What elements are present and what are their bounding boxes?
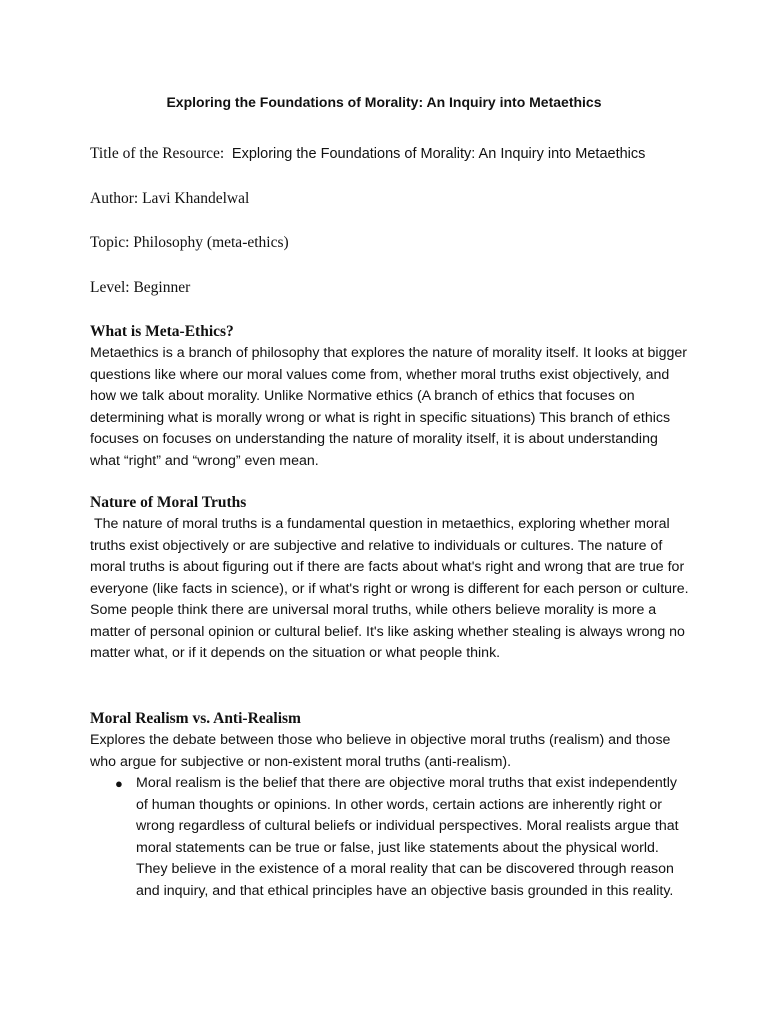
topic-value: Philosophy (meta-ethics) <box>133 234 289 251</box>
level-line <box>90 278 190 298</box>
document-title: Exploring the Foundations of Morality: An Inquiry into Metaethics <box>166 94 602 110</box>
level-value: Beginner <box>133 279 191 296</box>
topic-label: Topic: <box>90 234 130 251</box>
list-item <box>90 773 690 902</box>
section-paragraph: The nature of moral truths is a fundamental question in metaethics, exploring whether moral truths exist objectively or are subjective and relative to individuals or cultures. The nature of moral truths is about figuring out if there are facts about what's right and wrong that are true for everyone (like facts in science), or if what's right or wrong is different for each person or culture. Some people think there are universal moral truths, while others believe morality is more a matter of personal opinion or cultural belief. It's like asking whether stealing is always wrong no matter what, or if it depends on the situation or what people think. <box>90 516 693 661</box>
author-label: Author: <box>90 190 139 207</box>
resource-title-label: Title of the Resource: <box>90 145 225 162</box>
section-heading: What is Meta-Ethics? <box>90 323 234 340</box>
author-line <box>90 189 249 209</box>
resource-title-value: Exploring the Foundations of Morality: An Inquiry into Metaethics <box>231 146 646 162</box>
topic-line <box>90 233 289 253</box>
level-label: Level: <box>90 279 130 296</box>
section-heading: Nature of Moral Truths <box>90 494 247 511</box>
section-heading: Moral Realism vs. Anti-Realism <box>90 710 301 727</box>
section-what-is-meta-ethics <box>90 321 690 472</box>
section-moral-realism <box>90 708 690 902</box>
author-value: Lavi Khandelwal <box>142 190 250 207</box>
bullet-list <box>90 773 690 902</box>
bullet-icon: ● <box>115 776 123 791</box>
section-nature-of-moral-truths <box>90 492 693 665</box>
section-paragraph: Metaethics is a branch of philosophy that explores the nature of morality itself. It looks at bigger questions like where our moral values come from, whether moral truths exist objectively, and how we talk about morality. Unlike Normative ethics (A branch of ethics that focuses on determining what is morally wrong or what is right in specific situations) This branch of ethics focuses on focuses on understanding the nature of morality itself, it is about understanding what “right” and “wrong” even mean. <box>90 345 687 469</box>
bullet-text: Moral realism is the belief that there are objective moral truths that exist independently of human thoughts or opinions. In other words, certain actions are inherently right or wrong regardless of cultural beliefs or individual perspectives. Moral realists argue that moral statements can be true or false, just like statements about the physical world. They believe in the existence of a moral reality that can be discovered through reason and inquiry, and that ethical principles have an objective basis grounded in this reality. <box>136 775 679 899</box>
resource-title-line <box>90 144 645 164</box>
section-paragraph: Explores the debate between those who believe in objective moral truths (realism) and those who argue for subjective or non-existent moral truths (anti-realism). <box>90 732 671 770</box>
